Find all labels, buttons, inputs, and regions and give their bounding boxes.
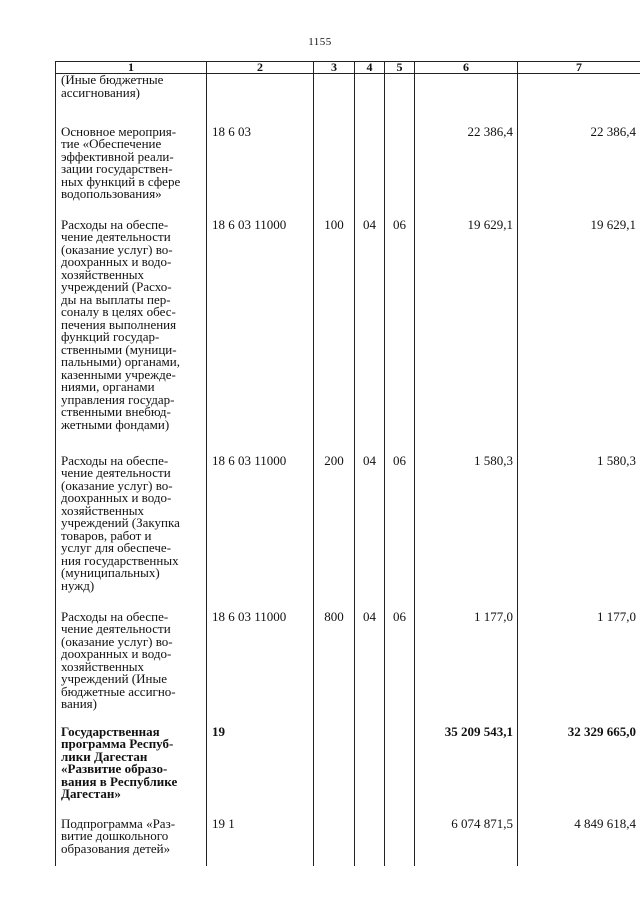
row-code-cell <box>207 723 314 818</box>
row-expense-type-cell <box>314 216 355 455</box>
row-amount-col6-cell <box>415 123 518 219</box>
row-section-text: 04 <box>363 452 376 468</box>
row-code-cell <box>207 608 314 726</box>
row-amount-col7-cell <box>518 723 640 818</box>
row-code-cell <box>207 74 314 126</box>
row-section-text: 04 <box>363 608 376 624</box>
row-name-text: Расходы на обеспе- чение деятельности (оказание услуг) во- доохранных и водо- хозяйственных учреждений (Расхо- ды на выплаты пер- соналу в целях обес- печения выполнения функций государ- ственными (муници- пальными) органами, казенными учрежде- ниями, органами управления государ- ственными внебюд- жетными фондами) <box>61 216 180 432</box>
row-code-text: 18 6 03 11000 <box>212 216 287 232</box>
row-subsection-cell <box>385 452 415 611</box>
row-amount-col7-text: 1 580,3 <box>597 452 636 468</box>
row-section-cell <box>355 452 385 611</box>
row-expense-type-text: 100 <box>324 216 344 232</box>
row-section-text: 04 <box>363 216 376 232</box>
row-amount-col7-text: 1 177,0 <box>597 608 636 624</box>
row-amount-col6-cell <box>415 216 518 455</box>
row-amount-col6-cell <box>415 723 518 818</box>
row-amount-col7-cell <box>518 74 640 126</box>
row-code-text: 19 <box>212 723 225 739</box>
row-name-text: (Иные бюджетные ассигнования) <box>61 72 164 100</box>
table-body <box>56 74 640 866</box>
column-header-5: 5 <box>385 62 415 74</box>
row-section-cell <box>355 818 385 866</box>
row-expense-type-cell <box>314 608 355 726</box>
row-amount-col7-cell <box>518 608 640 726</box>
row-name-cell <box>56 608 207 726</box>
row-amount-col6-cell <box>415 608 518 726</box>
row-amount-col7-text: 19 629,1 <box>590 216 636 232</box>
row-subsection-cell <box>385 216 415 455</box>
row-amount-col7-cell <box>518 815 640 866</box>
row-code-cell <box>207 452 314 611</box>
row-amount-col7-text: 32 329 665,0 <box>567 723 636 739</box>
row-code-cell <box>207 815 314 866</box>
row-expense-type-cell <box>314 452 355 611</box>
row-subsection-cell <box>385 126 415 219</box>
row-name-cell <box>56 216 207 455</box>
row-subsection-cell <box>385 608 415 726</box>
table-row <box>56 455 640 611</box>
row-amount-col6-cell <box>415 815 518 866</box>
row-subsection-text: 06 <box>393 608 406 624</box>
row-name-text: Расходы на обеспе- чение деятельности (оказание услуг) во- доохранных и водо- хозяйственных учреждений (Иные бюджетные ассигно- вания) <box>61 608 176 711</box>
row-amount-col6-text: 35 209 543,1 <box>444 723 513 739</box>
row-name-text: Государственная программа Респуб- лики Дагестан «Развитие образо- вания в Республике Дагестан» <box>61 723 178 801</box>
row-expense-type-text: 800 <box>324 608 344 624</box>
table-row <box>56 726 640 818</box>
row-amount-col6-text: 1 177,0 <box>474 608 513 624</box>
row-code-text: 18 6 03 11000 <box>212 452 287 468</box>
row-section-cell <box>355 74 385 126</box>
row-code-cell <box>207 123 314 219</box>
column-header-2: 2 <box>207 62 314 74</box>
row-amount-col6-text: 1 580,3 <box>474 452 513 468</box>
row-subsection-text: 06 <box>393 216 406 232</box>
table-row <box>56 818 640 866</box>
row-amount-col6-cell <box>415 74 518 126</box>
row-amount-col7-cell <box>518 216 640 455</box>
row-amount-col7-text: 4 849 618,4 <box>574 815 636 831</box>
row-code-cell <box>207 216 314 455</box>
row-amount-col6-text: 6 074 871,5 <box>451 815 513 831</box>
row-name-cell <box>56 74 207 126</box>
row-expense-type-cell <box>314 126 355 219</box>
row-code-text: 18 6 03 <box>212 123 251 139</box>
row-section-cell <box>355 726 385 818</box>
table-row <box>56 126 640 219</box>
table-row <box>56 219 640 455</box>
row-amount-col6-text: 19 629,1 <box>467 216 513 232</box>
row-subsection-cell <box>385 818 415 866</box>
row-expense-type-cell <box>314 818 355 866</box>
column-header-3: 3 <box>314 62 355 74</box>
row-amount-col6-cell <box>415 452 518 611</box>
row-expense-type-cell <box>314 726 355 818</box>
row-code-text: 19 1 <box>212 815 235 831</box>
row-expense-type-text: 200 <box>324 452 344 468</box>
table-row <box>56 611 640 726</box>
row-amount-col7-text: 22 386,4 <box>590 123 636 139</box>
table-row <box>56 74 640 126</box>
row-code-text: 18 6 03 11000 <box>212 608 287 624</box>
column-header-7: 7 <box>518 62 640 74</box>
column-header-1: 1 <box>56 62 207 74</box>
row-subsection-cell <box>385 726 415 818</box>
row-amount-col7-cell <box>518 452 640 611</box>
row-expense-type-cell <box>314 74 355 126</box>
row-section-cell <box>355 216 385 455</box>
row-section-cell <box>355 608 385 726</box>
row-name-cell <box>56 723 207 818</box>
page-number: 1155 <box>308 36 332 48</box>
row-name-cell <box>56 815 207 866</box>
row-name-text: Расходы на обеспе- чение деятельности (оказание услуг) во- доохранных и водо- хозяйственных учреждений (Закупка товаров, работ и услуг для обеспече- ния государственных (муниципальных) нужд) <box>61 452 180 593</box>
budget-table <box>55 61 640 866</box>
column-header-4: 4 <box>355 62 385 74</box>
column-header-6: 6 <box>415 62 518 74</box>
row-section-cell <box>355 126 385 219</box>
row-name-text: Подпрограмма «Раз- витие дошкольного образования детей» <box>61 815 176 856</box>
row-amount-col6-text: 22 386,4 <box>467 123 513 139</box>
row-name-text: Основное мероприя- тие «Обеспечение эффективной реали- зации государствен- ных функций в сфере водопользования» <box>61 123 181 201</box>
row-amount-col7-cell <box>518 123 640 219</box>
row-name-cell <box>56 452 207 611</box>
row-subsection-text: 06 <box>393 452 406 468</box>
row-name-cell <box>56 123 207 219</box>
row-subsection-cell <box>385 74 415 126</box>
